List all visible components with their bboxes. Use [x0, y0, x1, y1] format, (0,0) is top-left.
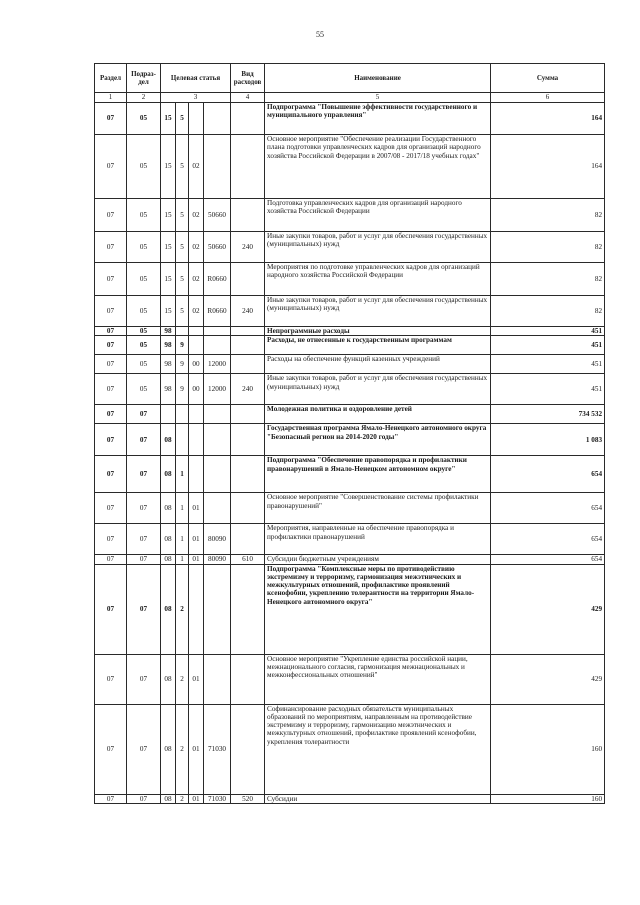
- cell-celevaya-1: 08: [161, 456, 176, 493]
- cell-celevaya-4: 12000: [204, 374, 231, 405]
- cell-celevaya-4: [204, 564, 231, 654]
- cell-summa: 164: [491, 103, 605, 135]
- cell-podrazdel: 07: [127, 654, 161, 704]
- header-podrazdel: Подраз-дел: [127, 64, 161, 93]
- cell-celevaya-4: R0660: [204, 263, 231, 296]
- cell-celevaya-1: 15: [161, 135, 176, 199]
- cell-naimenovanie: Основное мероприятие "Обеспечение реализации Государственного плана подготовки управленческих кадров для организаций народного хозяйства Российской Федерации в 2007/08 - 2017/18 учебных годах": [265, 135, 491, 199]
- table-row: [95, 654, 605, 704]
- cell-razdel: 07: [95, 327, 127, 336]
- table-row: [95, 564, 605, 654]
- cell-summa: 82: [491, 232, 605, 263]
- cell-naimenovanie: Расходы на обеспечение функций казенных учреждений: [265, 355, 491, 374]
- cell-naimenovanie: Подпрограмма "Обеспечение правопорядка и профилактики правонарушений в Ямало-Ненецком автономном округе": [265, 456, 491, 493]
- cell-celevaya-2: 2: [176, 654, 189, 704]
- cell-razdel: 07: [95, 524, 127, 555]
- header-vid-rashodov: Вид расходов: [231, 64, 265, 93]
- cell-razdel: 07: [95, 374, 127, 405]
- cell-celevaya-3: 02: [189, 199, 204, 232]
- cell-celevaya-2: 1: [176, 456, 189, 493]
- cell-vid-rashodov: [231, 355, 265, 374]
- cell-summa: 654: [491, 456, 605, 493]
- table-row: [95, 374, 605, 405]
- cell-celevaya-3: 01: [189, 704, 204, 794]
- cell-naimenovanie: Подпрограмма "Повышение эффективности государственного и муниципального управления": [265, 103, 491, 135]
- cell-celevaya-4: 80090: [204, 555, 231, 564]
- cell-celevaya-3: 02: [189, 232, 204, 263]
- col-number: 3: [161, 93, 231, 103]
- cell-vid-rashodov: 240: [231, 374, 265, 405]
- cell-razdel: 07: [95, 405, 127, 424]
- cell-celevaya-3: [189, 103, 204, 135]
- cell-naimenovanie: Мероприятия по подготовке управленческих кадров для организаций народного хозяйства Российской Федерации: [265, 263, 491, 296]
- cell-podrazdel: 05: [127, 135, 161, 199]
- cell-vid-rashodov: [231, 103, 265, 135]
- cell-summa: 429: [491, 654, 605, 704]
- cell-summa: 451: [491, 355, 605, 374]
- cell-summa: 451: [491, 374, 605, 405]
- cell-celevaya-3: 01: [189, 794, 204, 803]
- cell-podrazdel: 05: [127, 263, 161, 296]
- cell-vid-rashodov: 610: [231, 555, 265, 564]
- cell-celevaya-4: [204, 654, 231, 704]
- cell-celevaya-3: 00: [189, 374, 204, 405]
- cell-celevaya-1: 98: [161, 336, 176, 355]
- cell-celevaya-2: [176, 327, 189, 336]
- cell-celevaya-1: 15: [161, 232, 176, 263]
- cell-razdel: 07: [95, 456, 127, 493]
- cell-celevaya-2: [176, 424, 189, 456]
- table-row: [95, 232, 605, 263]
- cell-summa: 451: [491, 336, 605, 355]
- cell-vid-rashodov: [231, 327, 265, 336]
- table-row: [95, 327, 605, 336]
- cell-summa: 654: [491, 524, 605, 555]
- cell-naimenovanie: Иные закупки товаров, работ и услуг для обеспечения государственных (муниципальных) нужд: [265, 232, 491, 263]
- cell-summa: 160: [491, 704, 605, 794]
- cell-summa: 160: [491, 794, 605, 803]
- cell-celevaya-1: 08: [161, 654, 176, 704]
- cell-celevaya-1: 08: [161, 564, 176, 654]
- cell-summa: 451: [491, 327, 605, 336]
- cell-podrazdel: 07: [127, 405, 161, 424]
- cell-celevaya-2: 5: [176, 199, 189, 232]
- table-row: [95, 199, 605, 232]
- cell-naimenovanie: Софинансирование расходных обязательств муниципальных образований по мероприятиям, направленным на противодействие экстремизму и терроризму, гармонизацию межэтнических и межкультурных отношений, профилактике проявлений ксенофобии, укрепления толерантности: [265, 704, 491, 794]
- cell-naimenovanie: Иные закупки товаров, работ и услуг для обеспечения государственных (муниципальных) нужд: [265, 374, 491, 405]
- cell-podrazdel: 05: [127, 355, 161, 374]
- cell-celevaya-2: 9: [176, 355, 189, 374]
- cell-naimenovanie: Основное мероприятие "Совершенствование системы профилактики правонарушений": [265, 493, 491, 524]
- header-razdel: Раздел: [95, 64, 127, 93]
- cell-celevaya-1: 98: [161, 355, 176, 374]
- cell-naimenovanie: Непрограммные расходы: [265, 327, 491, 336]
- cell-summa: 82: [491, 296, 605, 327]
- cell-vid-rashodov: [231, 456, 265, 493]
- table-row: [95, 424, 605, 456]
- cell-summa: 429: [491, 564, 605, 654]
- cell-vid-rashodov: [231, 336, 265, 355]
- cell-celevaya-1: 98: [161, 374, 176, 405]
- cell-celevaya-4: [204, 327, 231, 336]
- header-naimenovanie: Наименование: [265, 64, 491, 93]
- cell-celevaya-4: [204, 405, 231, 424]
- cell-razdel: 07: [95, 493, 127, 524]
- cell-celevaya-4: 50660: [204, 232, 231, 263]
- cell-naimenovanie: Государственная программа Ямало-Ненецкого автономного округа "Безопасный регион на 2014-2020 годы": [265, 424, 491, 456]
- cell-celevaya-4: 12000: [204, 355, 231, 374]
- table-row: [95, 524, 605, 555]
- cell-celevaya-4: [204, 336, 231, 355]
- cell-razdel: 07: [95, 336, 127, 355]
- cell-celevaya-4: [204, 424, 231, 456]
- cell-celevaya-4: 71030: [204, 704, 231, 794]
- cell-summa: 734 532: [491, 405, 605, 424]
- cell-naimenovanie: Подпрограмма "Комплексные меры по противодействию экстремизму и терроризму, гармонизация межэтнических и межкультурных отношений, профилактике проявлений ксенофобии, укреплению толерантности на территории Ямало-Ненецкого автономного округа": [265, 564, 491, 654]
- cell-celevaya-4: [204, 456, 231, 493]
- cell-celevaya-2: [176, 405, 189, 424]
- cell-podrazdel: 05: [127, 374, 161, 405]
- cell-razdel: 07: [95, 135, 127, 199]
- cell-summa: 82: [491, 263, 605, 296]
- cell-razdel: 07: [95, 424, 127, 456]
- cell-naimenovanie: Мероприятия, направленные на обеспечение правопорядка и профилактики правонарушений: [265, 524, 491, 555]
- cell-celevaya-4: R0660: [204, 296, 231, 327]
- cell-celevaya-2: 2: [176, 794, 189, 803]
- cell-vid-rashodov: 240: [231, 232, 265, 263]
- table-row: [95, 135, 605, 199]
- cell-celevaya-1: 15: [161, 199, 176, 232]
- cell-celevaya-1: 08: [161, 704, 176, 794]
- budget-table: [94, 63, 605, 804]
- cell-razdel: 07: [95, 199, 127, 232]
- cell-podrazdel: 05: [127, 296, 161, 327]
- cell-vid-rashodov: [231, 704, 265, 794]
- cell-podrazdel: 05: [127, 336, 161, 355]
- cell-celevaya-3: 01: [189, 654, 204, 704]
- cell-razdel: 07: [95, 355, 127, 374]
- cell-celevaya-4: 50660: [204, 199, 231, 232]
- cell-podrazdel: 07: [127, 704, 161, 794]
- cell-celevaya-1: 08: [161, 493, 176, 524]
- table-row: [95, 336, 605, 355]
- table-body: [95, 103, 605, 804]
- cell-naimenovanie: Субсидии: [265, 794, 491, 803]
- table-row: [95, 263, 605, 296]
- cell-celevaya-4: [204, 493, 231, 524]
- cell-celevaya-1: [161, 405, 176, 424]
- cell-razdel: 07: [95, 564, 127, 654]
- cell-vid-rashodov: [231, 263, 265, 296]
- cell-celevaya-3: 02: [189, 296, 204, 327]
- cell-celevaya-3: [189, 456, 204, 493]
- cell-celevaya-2: 2: [176, 704, 189, 794]
- cell-celevaya-2: 9: [176, 336, 189, 355]
- cell-summa: 82: [491, 199, 605, 232]
- cell-vid-rashodov: [231, 135, 265, 199]
- cell-razdel: 07: [95, 794, 127, 803]
- table-row: [95, 555, 605, 564]
- cell-celevaya-1: 15: [161, 296, 176, 327]
- cell-podrazdel: 07: [127, 424, 161, 456]
- cell-naimenovanie: Основное мероприятие "Укрепление единства российской нации, межнационального согласия, гармонизация межнациональных и межконфессиональных отношений": [265, 654, 491, 704]
- cell-naimenovanie: Подготовка управленческих кадров для организаций народного хозяйства Российской Федерации: [265, 199, 491, 232]
- table-row: [95, 704, 605, 794]
- cell-celevaya-1: 08: [161, 794, 176, 803]
- cell-celevaya-4: [204, 103, 231, 135]
- cell-celevaya-4: 80090: [204, 524, 231, 555]
- table-row: [95, 405, 605, 424]
- cell-podrazdel: 07: [127, 493, 161, 524]
- col-number: 2: [127, 93, 161, 103]
- cell-podrazdel: 07: [127, 456, 161, 493]
- cell-summa: 654: [491, 555, 605, 564]
- header-celevaya-statya: Целевая статья: [161, 64, 231, 93]
- cell-celevaya-2: 5: [176, 135, 189, 199]
- cell-podrazdel: 07: [127, 564, 161, 654]
- cell-celevaya-2: 5: [176, 103, 189, 135]
- cell-celevaya-4: [204, 135, 231, 199]
- cell-vid-rashodov: [231, 424, 265, 456]
- col-number: 4: [231, 93, 265, 103]
- cell-celevaya-3: [189, 327, 204, 336]
- cell-celevaya-1: 15: [161, 103, 176, 135]
- col-number: 6: [491, 93, 605, 103]
- cell-vid-rashodov: 240: [231, 296, 265, 327]
- table-row: [95, 493, 605, 524]
- cell-celevaya-1: 08: [161, 555, 176, 564]
- cell-celevaya-3: [189, 424, 204, 456]
- cell-celevaya-3: 02: [189, 135, 204, 199]
- cell-celevaya-2: 2: [176, 564, 189, 654]
- cell-celevaya-3: 01: [189, 524, 204, 555]
- cell-podrazdel: 05: [127, 103, 161, 135]
- cell-celevaya-3: [189, 336, 204, 355]
- cell-celevaya-1: 98: [161, 327, 176, 336]
- cell-celevaya-3: 01: [189, 555, 204, 564]
- cell-razdel: 07: [95, 103, 127, 135]
- cell-razdel: 07: [95, 654, 127, 704]
- cell-vid-rashodov: [231, 564, 265, 654]
- cell-vid-rashodov: [231, 199, 265, 232]
- cell-razdel: 07: [95, 555, 127, 564]
- cell-naimenovanie: Расходы, не отнесенные к государственным программам: [265, 336, 491, 355]
- cell-celevaya-2: 5: [176, 232, 189, 263]
- cell-celevaya-3: [189, 564, 204, 654]
- table-row: [95, 296, 605, 327]
- cell-summa: 654: [491, 493, 605, 524]
- cell-vid-rashodov: 520: [231, 794, 265, 803]
- cell-celevaya-4: 71030: [204, 794, 231, 803]
- cell-celevaya-3: 02: [189, 263, 204, 296]
- col-number: 5: [265, 93, 491, 103]
- cell-celevaya-2: 5: [176, 296, 189, 327]
- cell-naimenovanie: Иные закупки товаров, работ и услуг для обеспечения государственных (муниципальных) нужд: [265, 296, 491, 327]
- cell-celevaya-3: [189, 405, 204, 424]
- cell-podrazdel: 07: [127, 524, 161, 555]
- cell-celevaya-2: 9: [176, 374, 189, 405]
- cell-celevaya-1: 08: [161, 424, 176, 456]
- cell-celevaya-2: 1: [176, 555, 189, 564]
- cell-vid-rashodov: [231, 654, 265, 704]
- cell-summa: 1 083: [491, 424, 605, 456]
- col-number: 1: [95, 93, 127, 103]
- cell-podrazdel: 05: [127, 232, 161, 263]
- table-row: [95, 456, 605, 493]
- cell-razdel: 07: [95, 296, 127, 327]
- cell-vid-rashodov: [231, 493, 265, 524]
- cell-naimenovanie: Молодежная политика и оздоровление детей: [265, 405, 491, 424]
- table-row: [95, 794, 605, 803]
- cell-razdel: 07: [95, 232, 127, 263]
- cell-summa: 164: [491, 135, 605, 199]
- cell-celevaya-2: 1: [176, 524, 189, 555]
- cell-vid-rashodov: [231, 524, 265, 555]
- table-row: [95, 103, 605, 135]
- cell-naimenovanie: Субсидии бюджетным учреждениям: [265, 555, 491, 564]
- cell-celevaya-2: 5: [176, 263, 189, 296]
- cell-celevaya-1: 15: [161, 263, 176, 296]
- cell-podrazdel: 07: [127, 794, 161, 803]
- page-number: 55: [316, 30, 324, 39]
- cell-podrazdel: 05: [127, 327, 161, 336]
- cell-razdel: 07: [95, 704, 127, 794]
- cell-podrazdel: 07: [127, 555, 161, 564]
- table-row: [95, 355, 605, 374]
- header-summa: Сумма: [491, 64, 605, 93]
- cell-razdel: 07: [95, 263, 127, 296]
- cell-celevaya-3: 00: [189, 355, 204, 374]
- cell-podrazdel: 05: [127, 199, 161, 232]
- cell-celevaya-1: 08: [161, 524, 176, 555]
- cell-celevaya-3: 01: [189, 493, 204, 524]
- cell-celevaya-2: 1: [176, 493, 189, 524]
- cell-vid-rashodov: [231, 405, 265, 424]
